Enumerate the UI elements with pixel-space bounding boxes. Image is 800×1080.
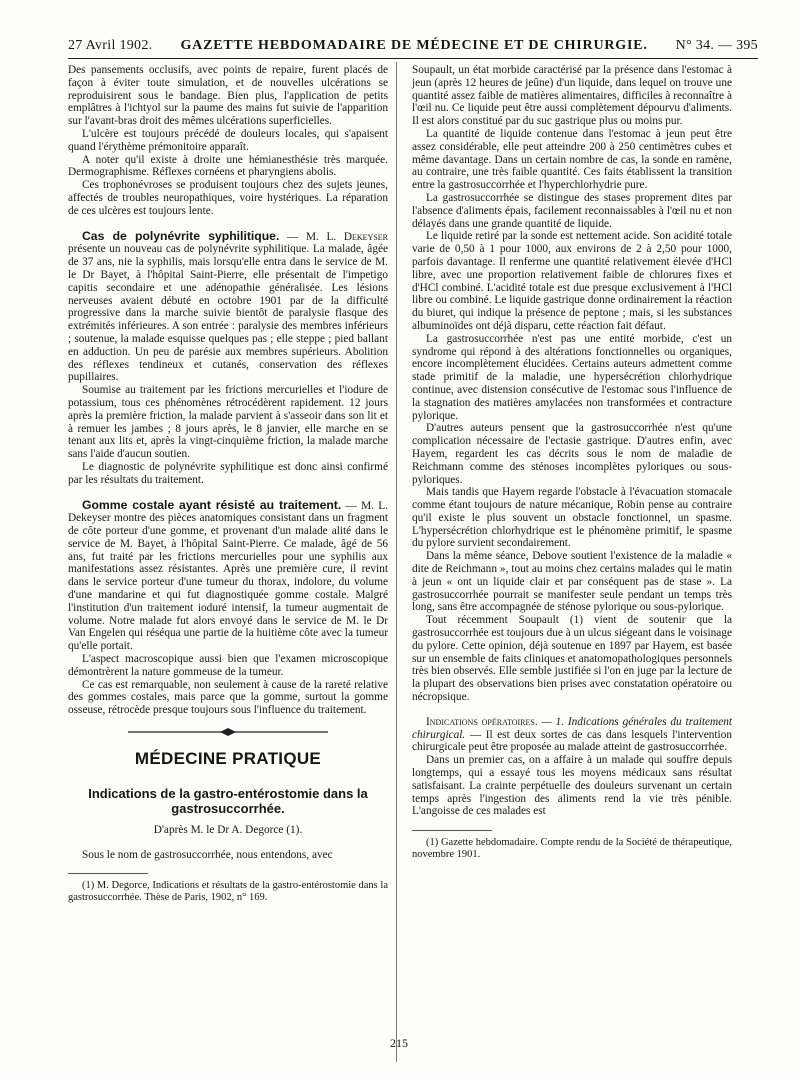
header-journal-title: GAZETTE HEBDOMADAIRE DE MÉDECINE ET DE CHIRURGIE.	[180, 38, 648, 53]
footnote-rule	[68, 873, 148, 874]
indications-title: — 1. Indications générales du traitement chirurgical.	[412, 715, 732, 741]
header-rule	[68, 58, 758, 59]
column-divider	[396, 62, 397, 1062]
paragraph: Le liquide retiré par la sonde est nettement acide. Son acidité totale varie de 0,50 à 1 pour 1000, aux environs de 2 à 2,50 pour 1000, parfois davantage. Il renferme une quantité relativement élevée d'HCl libre, avec une proportion relativement faible de chlorures fixes et d'HCl combiné. L'acidité totale est due presque exclusivement à l'HCl libre ou combiné. Le liquide gastrique donne ordinairement la réaction du biuret, qui indique la présence de peptone ; mais, si les substances albuminoïdes ont déjà disparu, cette réaction fait défaut.	[412, 230, 732, 332]
case-report	[68, 230, 388, 385]
paragraph: Dans un premier cas, on a affaire à un malade qui souffre depuis longtemps, qui a essayé tous les moyens médicaux sans résultat satisfaisant. La crainte perpétuelle des douleurs survenant un certain temps après l'ingestion des aliments rend la vie très pénible. L'angoisse de ces malades est	[412, 754, 732, 818]
paragraph: L'aspect macroscopique aussi bien que l'examen microscopique démontrèrent la nature gommeuse de la tumeur.	[68, 653, 388, 678]
right-column	[412, 64, 732, 861]
paragraph: Dans la même séance, Debove soutient l'existence de la maladie « dite de Reichmann », tout au moins chez certains malades qui le matin à jeun « ont un liquide clair et par conséquent pas de stase ». La gastrosuccorrhée pourrait se manifester seule pendant un temps très long, sans être accompagnée de sténose pylorique ou sous-pylorique.	[412, 550, 732, 614]
paragraph: Ce cas est remarquable, non seulement à cause de la rareté relative des gommes costales, mais parce que la gomme, surtout la gomme osseuse, rétrocède presque toujours sous l'influence du traitement.	[68, 678, 388, 717]
paragraph: Ces trophonévroses se produisent toujours chez des sujets jeunes, affectés de troubles neuropathiques, voire hystériques. La réparation de ces ulcères est toujours lente.	[68, 179, 388, 217]
header-issue: N° 34. — 395	[675, 38, 758, 53]
footnote-rule	[412, 830, 492, 831]
paragraph: La quantité de liquide contenue dans l'estomac à jeun peut être assez considérable, elle peut atteindre 200 à 250 centimètres cubes et même davantage. Dans un certain nombre de cas, la sonde en ramène, au contraire, une très faible quantité. Ces faits établissent la transition entre la gastrosuccorrhée et l'hyperchlorhydrie pure.	[412, 127, 732, 192]
indications-text: — Il est deux sortes de cas dans lesquels l'intervention chirurgicale peut être proposée au malade atteint de gastrosuccorrhée.	[412, 728, 732, 754]
case-title: Gomme costale ayant résisté au traitement.	[82, 497, 342, 512]
running-header	[68, 38, 758, 54]
footnote: (1) Gazette hebdomadaire. Compte rendu de la Société de thérapeutique, novembre 1901.	[412, 837, 732, 861]
ornament-rule	[68, 727, 388, 737]
footnote: (1) M. Degorce, Indications et résultats de la gastro-entérostomie dans la gastrosuccorrhée. Thèse de Paris, 1902, n° 169.	[68, 880, 388, 904]
paragraph: La gastrosuccorrhée n'est pas une entité morbide, c'est un syndrome qui répond à des altérations fonctionnelles ou organiques, encore incomplètement élucidées. Certains auteurs admettent comme stade primitif de la maladie, une hypersécrétion chlorhydrique continue, avec distension consécutive de l'estomac sous l'influence de la stagnation des matières amylacées non transformées et contracture pylorique.	[412, 332, 732, 422]
paragraph: Soumise au traitement par les frictions mercurielles et l'iodure de potassium, tous ces phénomènes rétrocédèrent rapidement. 12 jours après la première friction, la malade parvient à s'asseoir dans son lit et à remuer les jambes ; 8 jours après, le 8 janvier, elle marche en se tenant aux lits et, après la vingt-cinquième friction, la malade marche sans l'aide d'aucun soutien.	[68, 384, 388, 461]
ornament-icon	[128, 727, 328, 737]
indications-section	[412, 716, 732, 754]
case-report	[68, 499, 388, 654]
case-text: — M. L. Dekeyser montre des pièces anatomiques consistant dans un fragment de côte porteur d'une gomme, et provenant d'un malade alité dans le service de M. Bayet, à l'hôpital Saint-Pierre. Ce malade, âgé de 56 ans, fut traité par les frictions mercurielles pour une syphilis aux manifestations assez résistantes. Après une première cure, il revint dans le service porteur d'une tumeur du thorax, indolore, du volume d'une mandarine et qui fut diagnostiquée gomme costale. Malgré l'institution d'un traitement ioduré intensif, la tumeur augmentait de volume. Notre malade fut alors envoyé dans le service de M. le Dr Van Engelen qui réséqua une partie de la huitième côte avec la tumeur qu'elle portait.	[68, 499, 388, 653]
article-title: Indications de la gastro-entérostomie dans la gastrosuccorrhée.	[88, 785, 368, 816]
paragraph: La gastrosuccorrhée se distingue des stases proprement dites par l'absence d'aliments épais, facilement reconnaissables à l'œil nu et non délayés dans une grande quantité de liquide.	[412, 191, 732, 230]
paragraph: L'ulcère est toujours précédé de douleurs locales, qui s'apaisent quand l'érythème prémonitoire apparaît.	[68, 127, 388, 153]
paragraph: Mais tandis que Hayem regarde l'obstacle à l'évacuation stomacale comme étant toujours de nature mécanique, Robin pense au contraire qu'il existe le plus souvent un obstacle fonctionnel, un spasme. L'hypersécrétion chlorhydrique est le phénomène primitif, le spasme du pylore survient secondairement.	[412, 486, 732, 550]
paragraph: Sous le nom de gastrosuccorrhée, nous entendons, avec	[82, 848, 333, 861]
paragraph: D'autres auteurs pensent que la gastrosuccorrhée n'est qu'une complication nécessaire de l'ectasie gastrique. D'autres enfin, avec Hayem, regardent les cas décrits sous le nom de maladie de Reichmann comme des sténoses incomplètes pyloriques ou sous-pyloriques.	[412, 422, 732, 486]
paragraph: Tout récemment Soupault (1) vient de soutenir que la gastrosuccorrhée est toujours due à un ulcus siégeant dans le voisinage du pylore. Cette opinion, déjà soutenue en 1897 par Hayem, est basée sur un ensemble de faits cliniques et anatomopathologiques personnels très bien observés. Elle semble justifiée si l'on en juge par la lecture de la plupart des observations bien prises avec constatation opératoire ou nécropsique.	[412, 614, 733, 704]
case-text: présente un nouveau cas de polynévrite syphilitique. La malade, âgée de 37 ans, nie la syphilis, mais lorsqu'elle entra dans le service de M. le Dr Bayet, à l'hôpital Saint-Pierre, elle présentait de l'impetigo capitis secondaire et une adénopathie généralisée. Les lésions nerveuses avaient débuté en octobre 1901 par de la difficulté progressive dans la marche suivie bientôt de paralysie flasque des extrémités inférieures. A son entrée : paralysie des membres inférieurs ; soutenue, la malade esquisse quelques pas ; elle steppe ; pied ballant en adduction. Un peu de parésie aux membres supérieurs. Abolition des réflexes tendineux et cutanés, conservation des réflexes pupillaires.	[68, 243, 388, 384]
paragraph: Des pansements occlusifs, avec points de repaire, furent placés de façon à éviter toute simulation, et de nouvelles ulcérations se reproduisirent sous le bandage. Bien plus, l'application de petits emplâtres à l'ichtyol sur la paume des mains fut suivie de l'apparition sur l'avant-bras droit des mêmes ulcérations superficielles.	[68, 64, 388, 128]
left-column	[68, 64, 388, 904]
case-author: — M. L. Dekeyser	[287, 230, 388, 243]
section-title: MÉDECINE PRATIQUE	[134, 749, 322, 769]
byline: D'après M. le Dr A. Degorce (1).	[153, 823, 303, 836]
indications-lead: Indications opératoires.	[426, 715, 538, 728]
paragraph: A noter qu'il existe à droite une hémianesthésie très marquée. Dermographisme. Réflexes cornéens et pharyngiens abolis.	[68, 153, 388, 179]
paragraph: Soupault, un état morbide caractérisé par la présence dans l'estomac à jeun (après 12 heures de jeûne) d'un liquide, dans lequel on trouve une quantité assez faible de matières alimentaires, difficiles à reconnaître à l'œil nu. Ce liquide peut être aussi complètement dépourvu d'aliments. Il est alors constitué par du suc gastrique plus ou moins pur.	[412, 64, 732, 128]
paragraph: Le diagnostic de polynévrite syphilitique est donc ainsi confirmé par les résultats du traitement.	[68, 460, 388, 486]
page-number: 215	[390, 1036, 408, 1050]
case-title: Cas de polynévrite syphilitique.	[82, 228, 280, 243]
header-date: 27 Avril 1902.	[68, 38, 153, 53]
